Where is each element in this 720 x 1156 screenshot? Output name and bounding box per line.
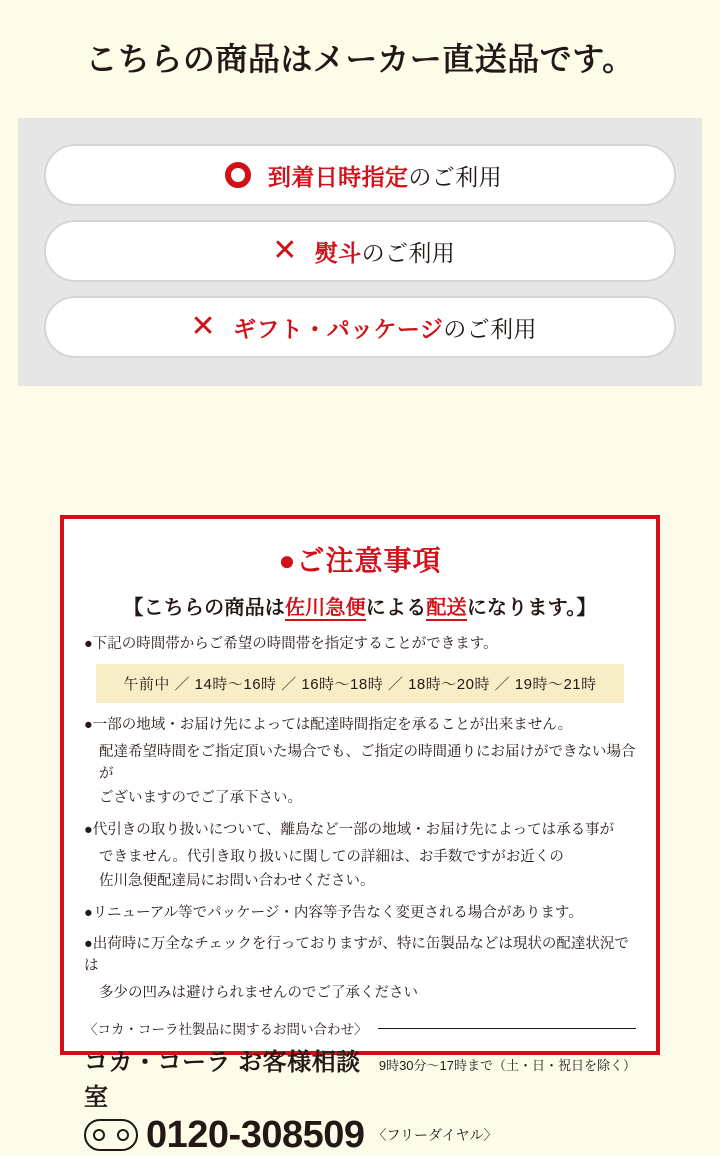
notice-item-area-restriction-line3: ございますのでご了承下さい。	[99, 790, 302, 807]
cross-mark-icon-noshi: ✕	[272, 234, 298, 267]
notice-item-timeslot: ●下記の時間帯からご希望の時間帯を指定することができます。	[84, 636, 498, 652]
notice-lead-prefix: 【こちらの商品は	[123, 597, 285, 619]
service-suffix-gift-package: のご利用	[443, 315, 537, 342]
service-row-delivery-datetime	[44, 144, 676, 206]
contact-name-row	[84, 1042, 636, 1112]
contact-heading-row	[84, 1018, 636, 1038]
service-row-noshi	[44, 220, 676, 282]
contact-name: コカ・コーラ お客様相談室	[84, 1049, 361, 1112]
contact-hours: 9時30分〜17時まで（土・日・祝日を除く）	[378, 1058, 636, 1074]
service-emphasis-noshi: 熨斗	[314, 239, 362, 266]
notice-item-dents	[84, 934, 636, 1004]
service-suffix-delivery-datetime: のご利用	[408, 163, 502, 190]
service-label-noshi	[315, 235, 455, 268]
service-availability-panel	[18, 118, 702, 386]
notice-item-cod-line3: 佐川急便配達局にお問い合わせください。	[99, 873, 375, 890]
contact-heading-rule	[378, 1028, 637, 1029]
notice-lead-shipping: 配送	[426, 597, 467, 619]
notice-item-dents-line1: ●出荷時に万全なチェックを行っておりますが、特に缶製品などは現状の配達状況では	[84, 936, 629, 975]
notice-lead-suffix: になります。】	[466, 597, 597, 619]
service-row-gift-package	[44, 296, 676, 358]
notice-item-area-restriction	[84, 715, 636, 810]
service-suffix-noshi: のご利用	[361, 239, 456, 266]
notice-lead-mid: による	[365, 597, 427, 619]
notice-item-area-restriction-line1: ●一部の地域・お届け先によっては配達時間指定を承ることが出来ません。	[84, 716, 573, 733]
notice-lead	[84, 591, 636, 620]
notice-item-cod-line2: できません。代引き取り扱いに関しての詳細は、お手数ですがお近くの	[99, 848, 564, 865]
delivery-timeslot-band: 午前中 ／ 14時〜16時 ／ 16時〜18時 ／ 18時〜20時 ／ 19時〜21時	[96, 664, 624, 703]
notice-item-renewal-line1: ●リニューアル等でパッケージ・内容等予告なく変更される場合があります。	[84, 904, 583, 921]
cross-mark-icon-gift: ✕	[190, 310, 216, 343]
contact-tel-row	[84, 1116, 636, 1154]
notice-lead-carrier: 佐川急便	[284, 597, 366, 619]
notice-item-dents-line2: 多少の凹みは避けられませんのでご了承ください	[99, 984, 418, 1001]
notice-title: ●ご注意事項	[278, 545, 442, 576]
service-emphasis-gift-package: ギフト・パッケージ	[233, 315, 444, 342]
circle-mark-icon	[218, 162, 258, 188]
contact-tel-number[interactable]: 0120-308509	[146, 1114, 365, 1156]
page-title: こちらの商品はメーカー直送品です。	[85, 41, 635, 77]
notice-item-renewal	[84, 903, 636, 925]
service-label-delivery-datetime	[268, 159, 502, 192]
notice-panel	[60, 515, 660, 1156]
service-label-gift-package	[233, 311, 537, 344]
notice-item-cod	[84, 820, 636, 893]
free-dial-icon	[84, 1119, 138, 1151]
notice-item-area-restriction-line2: 配達希望時間をご指定頂いた場合でも、ご指定の時間通りにお届けができない場合が	[99, 743, 636, 782]
notice-item-cod-line1: ●代引きの取り扱いについて、離島など一部の地域・お届け先によっては承る事が	[84, 821, 615, 838]
contact-heading: 〈コカ・コーラ社製品に関するお問い合わせ〉	[84, 1022, 368, 1038]
service-emphasis-delivery-datetime: 到着日時指定	[267, 163, 409, 190]
contact-tel-note: 〈フリーダイヤル〉	[372, 1127, 498, 1144]
